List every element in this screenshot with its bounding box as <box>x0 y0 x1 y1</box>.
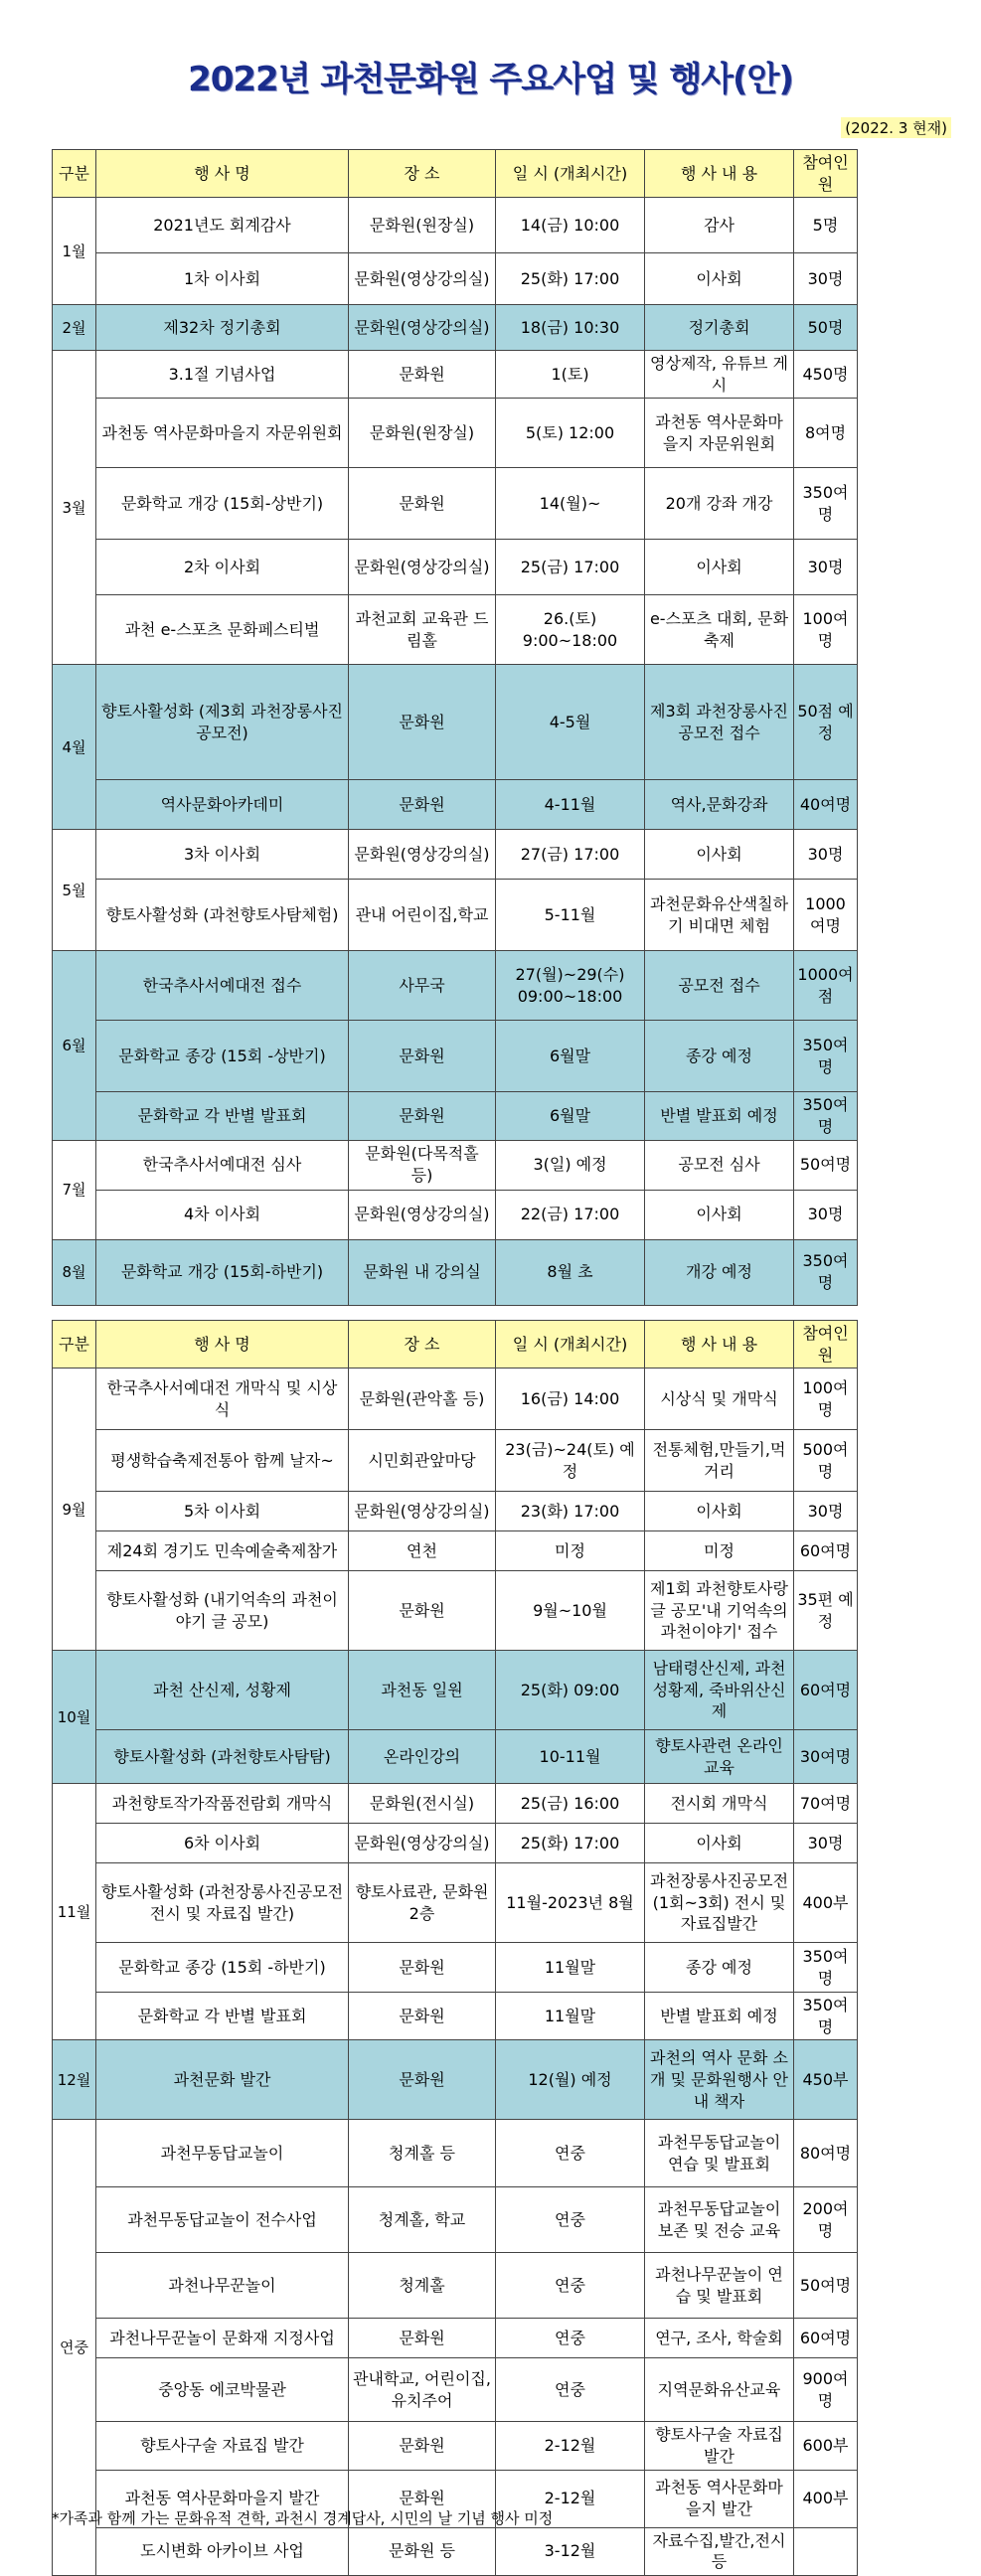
date-time: 8월 초 <box>496 1239 645 1305</box>
venue: 온라인강의 <box>349 1730 496 1784</box>
page-title: 2022년 과천문화원 주요사업 및 행사(안) <box>188 60 793 99</box>
participants: 30명 <box>794 1492 858 1531</box>
event-content: 감사 <box>645 198 794 253</box>
event-content: 과천동 역사문화마을지 발간 <box>645 2470 794 2527</box>
event-content: 이사회 <box>645 830 794 880</box>
participants: 100여명 <box>794 595 858 665</box>
participants: 30명 <box>794 253 858 305</box>
event-name: 과천나무꾼놀이 문화재 지정사업 <box>96 2319 349 2358</box>
participants: 350여명 <box>794 1943 858 1993</box>
event-content: 영상제작, 유튜브 게시 <box>645 351 794 399</box>
month-cell: 11월 <box>53 1784 96 2040</box>
participants: 8여명 <box>794 399 858 468</box>
date-time: 25(화) 17:00 <box>496 1824 645 1863</box>
event-content: e-스포츠 대회, 문화축제 <box>645 595 794 665</box>
venue: 청계홀 <box>349 2253 496 2319</box>
date-time: 12(월) 예정 <box>496 2040 645 2120</box>
event-name: 과천동 역사문화마을지 자문위원회 <box>96 399 349 468</box>
event-name: 2021년도 회계감사 <box>96 198 349 253</box>
table-row <box>53 1239 858 1305</box>
table-row <box>53 1943 858 1993</box>
event-content: 지역문화유산교육 <box>645 2358 794 2422</box>
participants: 600부 <box>794 2422 858 2470</box>
date-time: 11월말 <box>496 1943 645 1993</box>
date-time: 3(일) 예정 <box>496 1140 645 1190</box>
column-header: 장 소 <box>349 150 496 198</box>
table-row <box>53 2120 858 2187</box>
venue: 시민회관앞마당 <box>349 1430 496 1492</box>
month-cell: 1월 <box>53 198 96 305</box>
table-row <box>53 1140 858 1190</box>
participants: 100여명 <box>794 1368 858 1430</box>
event-content: 공모전 심사 <box>645 1140 794 1190</box>
event-name: 평생학습축제전통아 함께 날자~ <box>96 1430 349 1492</box>
venue: 문화원(영상강의실) <box>349 830 496 880</box>
event-name: 한국추사서예대전 개막식 및 시상식 <box>96 1368 349 1430</box>
venue: 문화원 <box>349 1943 496 1993</box>
event-name: 과천 e-스포츠 문화페스티벌 <box>96 595 349 665</box>
venue: 문화원 <box>349 2470 496 2527</box>
event-content: 제1회 과천향토사랑글 공모'내 기억속의 과천이야기' 접수 <box>645 1571 794 1651</box>
event-content: 이사회 <box>645 253 794 305</box>
event-name: 과천무동답교놀이 전수사업 <box>96 2187 349 2253</box>
participants: 50여명 <box>794 1140 858 1190</box>
table-row <box>53 880 858 951</box>
date-note: (2022. 3 현재) <box>841 117 951 138</box>
event-content: 종강 예정 <box>645 1943 794 1993</box>
date-time: 5-11월 <box>496 880 645 951</box>
date-time: 4-11월 <box>496 780 645 830</box>
table-row <box>53 1651 858 1730</box>
date-time: 14(금) 10:00 <box>496 198 645 253</box>
venue: 문화원(원장실) <box>349 399 496 468</box>
participants: 350여명 <box>794 1993 858 2040</box>
participants: 50명 <box>794 305 858 351</box>
venue: 문화원 <box>349 2040 496 2120</box>
event-content: 과천장롱사진공모전(1회~3회) 전시 및 자료집발간 <box>645 1863 794 1943</box>
venue: 문화원(영상강의실) <box>349 305 496 351</box>
event-content: 과천무동답교놀이 보존 및 전승 교육 <box>645 2187 794 2253</box>
column-header: 행 사 명 <box>96 150 349 198</box>
date-time: 연중 <box>496 2253 645 2319</box>
event-name: 5차 이사회 <box>96 1492 349 1531</box>
date-time: 25(화) 09:00 <box>496 1651 645 1730</box>
month-cell: 9월 <box>53 1368 96 1651</box>
event-content: 자료수집,발간,전시 등 <box>645 2527 794 2575</box>
schedule-table-2 <box>52 1320 858 2576</box>
date-time: 27(월)~29(수) 09:00~18:00 <box>496 951 645 1021</box>
event-content: 향토사관련 온라인교육 <box>645 1730 794 1784</box>
event-name: 한국추사서예대전 접수 <box>96 951 349 1021</box>
event-name: 향토사활성화 (내기억속의 과천이야기 글 공모) <box>96 1571 349 1651</box>
event-content: 시상식 및 개막식 <box>645 1368 794 1430</box>
venue: 문화원(원장실) <box>349 198 496 253</box>
footnote: *가족과 함께 가는 문화유적 견학, 과천시 경계답사, 시민의 날 기념 행사 미정 <box>52 2509 554 2527</box>
event-content: 역사,문화강좌 <box>645 780 794 830</box>
event-content: 전시회 개막식 <box>645 1784 794 1824</box>
event-name: 과천향토작가작품전람회 개막식 <box>96 1784 349 1824</box>
event-name: 향토사구술 자료집 발간 <box>96 2422 349 2470</box>
venue: 문화원(영상강의실) <box>349 1824 496 1863</box>
table-row <box>53 2187 858 2253</box>
event-name: 문화학교 종강 (15회 -하반기) <box>96 1943 349 1993</box>
date-time: 23(화) 17:00 <box>496 1492 645 1531</box>
table-row <box>53 1092 858 1140</box>
table-row <box>53 1784 858 1824</box>
event-name: 한국추사서예대전 심사 <box>96 1140 349 1190</box>
month-cell: 8월 <box>53 1239 96 1305</box>
table-row <box>53 2253 858 2319</box>
participants: 500여명 <box>794 1430 858 1492</box>
venue: 문화원(영상강의실) <box>349 253 496 305</box>
date-time: 27(금) 17:00 <box>496 830 645 880</box>
participants: 400부 <box>794 1863 858 1943</box>
date-time: 26.(토) 9:00~18:00 <box>496 595 645 665</box>
column-header: 일 시 (개최시간) <box>496 1321 645 1368</box>
event-content: 반별 발표회 예정 <box>645 1092 794 1140</box>
event-name: 4차 이사회 <box>96 1190 349 1239</box>
event-name: 역사문화아카데미 <box>96 780 349 830</box>
table-row <box>53 1730 858 1784</box>
table-row <box>53 1993 858 2040</box>
date-time: 11월말 <box>496 1993 645 2040</box>
date-time: 5(토) 12:00 <box>496 399 645 468</box>
date-time: 연중 <box>496 2120 645 2187</box>
date-time: 16(금) 14:00 <box>496 1368 645 1430</box>
participants: 30명 <box>794 830 858 880</box>
table-row <box>53 951 858 1021</box>
participants: 40여명 <box>794 780 858 830</box>
date-time: 23(금)~24(토) 예정 <box>496 1430 645 1492</box>
event-name: 중앙동 에코박물관 <box>96 2358 349 2422</box>
table-row <box>53 399 858 468</box>
date-time: 1(토) <box>496 351 645 399</box>
participants: 60여명 <box>794 1531 858 1571</box>
venue: 과천동 일원 <box>349 1651 496 1730</box>
month-cell: 2월 <box>53 305 96 351</box>
participants: 35편 예정 <box>794 1571 858 1651</box>
event-name: 문화학교 종강 (15회 -상반기) <box>96 1021 349 1092</box>
event-name: 문화학교 각 반별 발표회 <box>96 1092 349 1140</box>
event-name: 과천나무꾼놀이 <box>96 2253 349 2319</box>
event-name: 문화학교 각 반별 발표회 <box>96 1993 349 2040</box>
month-cell: 4월 <box>53 665 96 830</box>
event-name: 6차 이사회 <box>96 1824 349 1863</box>
column-header: 참여인원 <box>794 1321 858 1368</box>
participants: 450부 <box>794 2040 858 2120</box>
table-row <box>53 2422 858 2470</box>
venue: 문화원(영상강의실) <box>349 1190 496 1239</box>
table-row <box>53 1368 858 1430</box>
participants: 30명 <box>794 1190 858 1239</box>
venue: 향토사료관, 문화원2층 <box>349 1863 496 1943</box>
venue: 문화원 <box>349 2319 496 2358</box>
venue: 관내학교, 어린이집, 유치주어 <box>349 2358 496 2422</box>
table-row <box>53 1492 858 1531</box>
date-time: 4-5월 <box>496 665 645 780</box>
table-row <box>53 1824 858 1863</box>
event-content: 이사회 <box>645 1190 794 1239</box>
event-content: 이사회 <box>645 540 794 595</box>
event-name: 과천 산신제, 성황제 <box>96 1651 349 1730</box>
date-time: 6월말 <box>496 1021 645 1092</box>
table-row <box>53 2319 858 2358</box>
event-content: 과천의 역사 문화 소개 및 문화원행사 안내 책자 <box>645 2040 794 2120</box>
event-name: 향토사활성화 (과천향토사탐체험) <box>96 880 349 951</box>
table-row <box>53 595 858 665</box>
participants: 30여명 <box>794 1730 858 1784</box>
participants: 80여명 <box>794 2120 858 2187</box>
date-time: 10-11월 <box>496 1730 645 1784</box>
participants: 1000여점 <box>794 951 858 1021</box>
event-name: 문화학교 개강 (15회-하반기) <box>96 1239 349 1305</box>
venue: 문화원 등 <box>349 2527 496 2575</box>
month-cell: 10월 <box>53 1651 96 1784</box>
participants: 900여명 <box>794 2358 858 2422</box>
venue: 문화원 <box>349 1021 496 1092</box>
venue: 문화원(다목적홀 등) <box>349 1140 496 1190</box>
participants: 450명 <box>794 351 858 399</box>
venue: 문화원 <box>349 1571 496 1651</box>
participants: 30명 <box>794 1824 858 1863</box>
header-row <box>53 1321 858 1368</box>
event-content: 정기총회 <box>645 305 794 351</box>
participants: 50여명 <box>794 2253 858 2319</box>
date-time: 18(금) 10:30 <box>496 305 645 351</box>
event-name: 도시변화 아카이브 사업 <box>96 2527 349 2575</box>
table-row <box>53 780 858 830</box>
schedule-table-1 <box>52 149 858 1306</box>
event-content: 향토사구술 자료집 발간 <box>645 2422 794 2470</box>
table-row <box>53 665 858 780</box>
column-header: 행 사 내 용 <box>645 1321 794 1368</box>
date-time: 22(금) 17:00 <box>496 1190 645 1239</box>
event-name: 제32차 정기총회 <box>96 305 349 351</box>
date-time: 2-12월 <box>496 2422 645 2470</box>
participants: 350여명 <box>794 1239 858 1305</box>
event-name: 3차 이사회 <box>96 830 349 880</box>
event-content: 이사회 <box>645 1824 794 1863</box>
month-cell: 연중 <box>53 2120 96 2575</box>
event-content: 남태령산신제, 과천성황제, 죽바위산신제 <box>645 1651 794 1730</box>
event-content: 과천문화유산색칠하기 비대면 체험 <box>645 880 794 951</box>
event-content: 전통체험,만들기,먹거리 <box>645 1430 794 1492</box>
venue: 문화원 <box>349 2422 496 2470</box>
date-time: 연중 <box>496 2187 645 2253</box>
month-cell: 7월 <box>53 1140 96 1239</box>
event-name: 과천문화 발간 <box>96 2040 349 2120</box>
participants: 50점 예정 <box>794 665 858 780</box>
venue: 문화원 <box>349 780 496 830</box>
venue: 문화원 <box>349 351 496 399</box>
venue: 관내 어린이집,학교 <box>349 880 496 951</box>
column-header: 행 사 내 용 <box>645 150 794 198</box>
event-name: 제24회 경기도 민속예술축제참가 <box>96 1531 349 1571</box>
date-time: 11월-2023년 8월 <box>496 1863 645 1943</box>
venue: 청계홀, 학교 <box>349 2187 496 2253</box>
participants: 350여명 <box>794 468 858 540</box>
table-row <box>53 305 858 351</box>
venue: 문화원 내 강의실 <box>349 1239 496 1305</box>
venue: 사무국 <box>349 951 496 1021</box>
table-row <box>53 1531 858 1571</box>
table-row <box>53 198 858 253</box>
event-content: 미정 <box>645 1531 794 1571</box>
participants: 60여명 <box>794 2319 858 2358</box>
venue: 문화원(전시실) <box>349 1784 496 1824</box>
column-header: 구분 <box>53 150 96 198</box>
participants: 400부 <box>794 2470 858 2527</box>
table-row <box>53 1021 858 1092</box>
table-row <box>53 351 858 399</box>
venue: 문화원(영상강의실) <box>349 540 496 595</box>
event-name: 1차 이사회 <box>96 253 349 305</box>
venue: 문화원(관악홀 등) <box>349 1368 496 1430</box>
table-row <box>53 2358 858 2422</box>
event-content: 과천나무꾼놀이 연습 및 발표회 <box>645 2253 794 2319</box>
event-content: 종강 예정 <box>645 1021 794 1092</box>
participants: 200여명 <box>794 2187 858 2253</box>
date-time: 연중 <box>496 2319 645 2358</box>
participants: 60여명 <box>794 1651 858 1730</box>
venue: 과천교회 교육관 드림홀 <box>349 595 496 665</box>
table-row <box>53 830 858 880</box>
venue: 문화원 <box>349 665 496 780</box>
date-time: 2-12월 <box>496 2470 645 2527</box>
participants <box>794 2527 858 2575</box>
event-name: 2차 이사회 <box>96 540 349 595</box>
date-time: 14(월)~ <box>496 468 645 540</box>
event-name: 향토사활성화 (제3회 과천장롱사진공모전) <box>96 665 349 780</box>
event-name: 향토사활성화 (과천향토사탐탐) <box>96 1730 349 1784</box>
month-cell: 6월 <box>53 951 96 1140</box>
column-header: 행 사 명 <box>96 1321 349 1368</box>
month-cell: 3월 <box>53 351 96 665</box>
event-content: 20개 강좌 개강 <box>645 468 794 540</box>
participants: 350여명 <box>794 1021 858 1092</box>
venue: 문화원 <box>349 468 496 540</box>
participants: 70여명 <box>794 1784 858 1824</box>
event-name: 과천무동답교놀이 <box>96 2120 349 2187</box>
date-time: 9월~10월 <box>496 1571 645 1651</box>
table-row <box>53 253 858 305</box>
venue: 연천 <box>349 1531 496 1571</box>
date-time: 3-12월 <box>496 2527 645 2575</box>
participants: 30명 <box>794 540 858 595</box>
event-name: 과천동 역사문화마을지 발간 <box>96 2470 349 2527</box>
venue: 문화원 <box>349 1092 496 1140</box>
event-name: 문화학교 개강 (15회-상반기) <box>96 468 349 540</box>
month-cell: 5월 <box>53 830 96 951</box>
table-row <box>53 1190 858 1239</box>
event-content: 제3회 과천장롱사진공모전 접수 <box>645 665 794 780</box>
event-name: 향토사활성화 (과천장롱사진공모전 전시 및 자료집 발간) <box>96 1863 349 1943</box>
date-time: 미정 <box>496 1531 645 1571</box>
column-header: 참여인원 <box>794 150 858 198</box>
event-content: 과천무동답교놀이 연습 및 발표회 <box>645 2120 794 2187</box>
date-time: 25(화) 17:00 <box>496 253 645 305</box>
event-content: 개강 예정 <box>645 1239 794 1305</box>
participants: 1000 여명 <box>794 880 858 951</box>
venue: 문화원(영상강의실) <box>349 1492 496 1531</box>
venue: 문화원 <box>349 1993 496 2040</box>
table-row <box>53 2527 858 2575</box>
event-content: 과천동 역사문화마을지 자문위원회 <box>645 399 794 468</box>
participants: 5명 <box>794 198 858 253</box>
table-row <box>53 540 858 595</box>
event-content: 이사회 <box>645 1492 794 1531</box>
header-row <box>53 150 858 198</box>
column-header: 일 시 (개최시간) <box>496 150 645 198</box>
event-content: 공모전 접수 <box>645 951 794 1021</box>
column-header: 구분 <box>53 1321 96 1368</box>
venue: 청계홀 등 <box>349 2120 496 2187</box>
table-row <box>53 1571 858 1651</box>
table-row <box>53 1863 858 1943</box>
month-cell: 12월 <box>53 2040 96 2120</box>
date-time: 6월말 <box>496 1092 645 1140</box>
table-row <box>53 468 858 540</box>
event-content: 연구, 조사, 학술회 <box>645 2319 794 2358</box>
date-time: 25(금) 17:00 <box>496 540 645 595</box>
event-content: 반별 발표회 예정 <box>645 1993 794 2040</box>
column-header: 장 소 <box>349 1321 496 1368</box>
participants: 350여명 <box>794 1092 858 1140</box>
event-name: 3.1절 기념사업 <box>96 351 349 399</box>
date-time: 25(금) 16:00 <box>496 1784 645 1824</box>
table-row <box>53 2040 858 2120</box>
table-row <box>53 1430 858 1492</box>
date-time: 연중 <box>496 2358 645 2422</box>
